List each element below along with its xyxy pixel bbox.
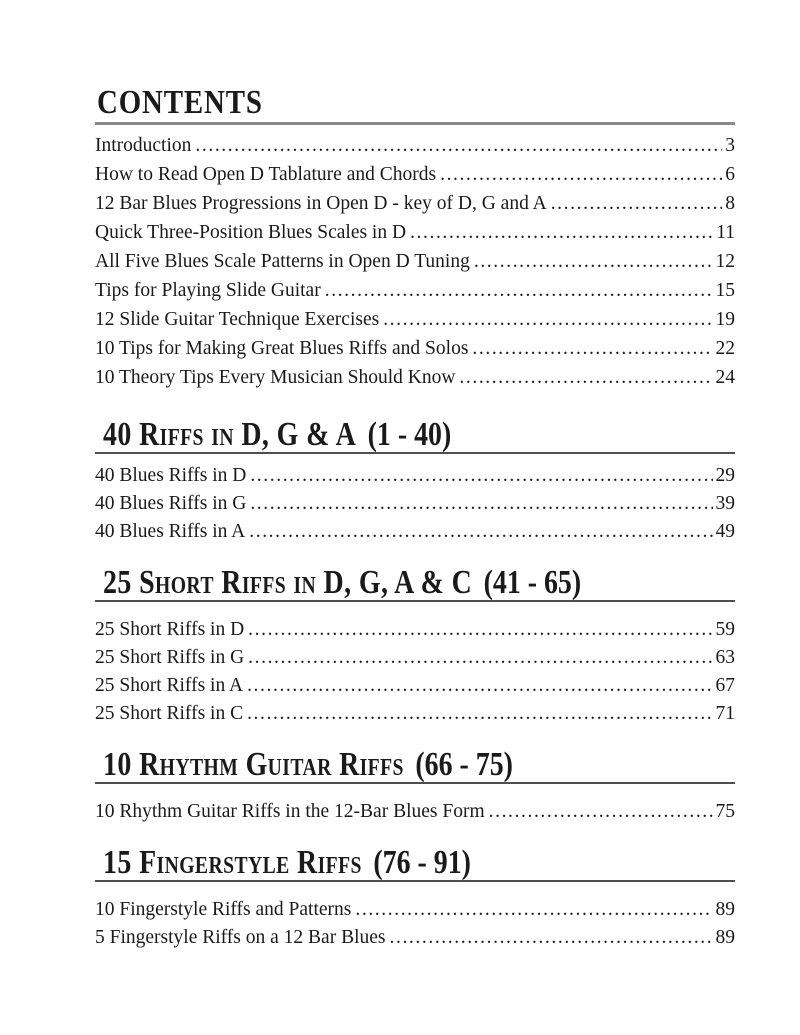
entry-page-number: 3 bbox=[725, 135, 735, 156]
dot-leader bbox=[247, 672, 712, 700]
entry-page-number: 11 bbox=[716, 222, 735, 243]
toc-section bbox=[95, 564, 735, 728]
dot-leader bbox=[472, 334, 712, 363]
entry-label: Introduction bbox=[95, 135, 192, 156]
entry-label: 25 Short Riffs in C bbox=[95, 703, 244, 724]
section-title: 25 Short Riffs in D, G, A & C bbox=[103, 564, 473, 601]
section-heading bbox=[95, 844, 735, 881]
toc-section bbox=[95, 746, 735, 826]
entry-page-number: 12 bbox=[715, 251, 735, 272]
entry-page-number: 15 bbox=[715, 280, 735, 301]
entry-label: 40 Blues Riffs in A bbox=[95, 521, 246, 542]
entry-label: 10 Theory Tips Every Musician Should Know bbox=[95, 367, 456, 388]
entry-page-number: 75 bbox=[715, 801, 735, 822]
entry-page-number: 49 bbox=[715, 521, 735, 542]
entry-page-number: 71 bbox=[715, 703, 735, 724]
dot-leader bbox=[489, 798, 713, 826]
toc-entry[interactable] bbox=[95, 700, 735, 728]
dot-leader bbox=[459, 363, 712, 392]
entry-label: 25 Short Riffs in G bbox=[95, 647, 245, 668]
dot-leader bbox=[551, 189, 723, 218]
sections-container bbox=[95, 416, 735, 952]
entry-label: 40 Blues Riffs in G bbox=[95, 493, 247, 514]
dot-leader bbox=[410, 218, 713, 247]
section-entry-list bbox=[95, 616, 735, 728]
entry-label: 5 Fingerstyle Riffs on a 12 Bar Blues bbox=[95, 927, 386, 948]
entry-label: 10 Tips for Making Great Blues Riffs and Solos bbox=[95, 338, 469, 359]
section-title: 40 Riffs in D, G & A bbox=[103, 416, 357, 453]
entry-label: All Five Blues Scale Patterns in Open D Tuning bbox=[95, 251, 470, 272]
dot-leader bbox=[390, 924, 713, 952]
entry-label: Quick Three-Position Blues Scales in D bbox=[95, 222, 407, 243]
toc-entry[interactable] bbox=[95, 490, 735, 518]
dot-leader bbox=[383, 305, 712, 334]
section-heading-text bbox=[103, 746, 513, 783]
dot-leader bbox=[248, 616, 712, 644]
entry-label: 25 Short Riffs in A bbox=[95, 675, 244, 696]
title-rule bbox=[95, 122, 735, 125]
dot-leader bbox=[325, 276, 713, 305]
toc-entry[interactable] bbox=[95, 798, 735, 826]
section-heading-text bbox=[103, 416, 452, 453]
toc-entry[interactable] bbox=[95, 305, 735, 334]
dot-leader bbox=[250, 462, 712, 490]
entry-page-number: 29 bbox=[715, 465, 735, 486]
entry-page-number: 6 bbox=[725, 164, 735, 185]
toc-entry[interactable] bbox=[95, 189, 735, 218]
toc-entry[interactable] bbox=[95, 616, 735, 644]
toc-entry[interactable] bbox=[95, 276, 735, 305]
entry-page-number: 8 bbox=[725, 193, 735, 214]
section-title: 10 Rhythm Guitar Riffs bbox=[103, 746, 404, 783]
toc-entry[interactable] bbox=[95, 924, 735, 952]
dot-leader bbox=[250, 490, 712, 518]
dot-leader bbox=[195, 131, 722, 160]
toc-entry[interactable] bbox=[95, 462, 735, 490]
entry-page-number: 67 bbox=[715, 675, 735, 696]
entry-label: 12 Slide Guitar Technique Exercises bbox=[95, 309, 380, 330]
section-heading bbox=[95, 416, 735, 453]
dot-leader bbox=[440, 160, 722, 189]
toc-entry[interactable] bbox=[95, 644, 735, 672]
entry-label: 10 Rhythm Guitar Riffs in the 12-Bar Blues Form bbox=[95, 801, 485, 822]
section-heading-text bbox=[103, 844, 471, 881]
entry-label: 40 Blues Riffs in D bbox=[95, 465, 247, 486]
section-entry-list bbox=[95, 798, 735, 826]
dot-leader bbox=[247, 700, 712, 728]
dot-leader bbox=[355, 896, 712, 924]
dot-leader bbox=[248, 644, 712, 672]
page-title-text: CONTENTS bbox=[97, 84, 263, 121]
entry-page-number: 19 bbox=[715, 309, 735, 330]
section-heading-text bbox=[103, 564, 582, 601]
dot-leader bbox=[474, 247, 713, 276]
entry-page-number: 24 bbox=[715, 367, 735, 388]
section-entry-list bbox=[95, 896, 735, 952]
toc-entry[interactable] bbox=[95, 247, 735, 276]
section-entry-list bbox=[95, 462, 735, 546]
toc-entry[interactable] bbox=[95, 896, 735, 924]
entry-label: How to Read Open D Tablature and Chords bbox=[95, 164, 437, 185]
toc-entry[interactable] bbox=[95, 518, 735, 546]
entry-page-number: 39 bbox=[715, 493, 735, 514]
entry-page-number: 59 bbox=[715, 619, 735, 640]
section-range: (66 - 75) bbox=[415, 746, 513, 783]
entry-label: 12 Bar Blues Progressions in Open D - key of D, G and A bbox=[95, 193, 547, 214]
entry-page-number: 22 bbox=[715, 338, 735, 359]
toc-section bbox=[95, 416, 735, 546]
section-heading bbox=[95, 564, 735, 601]
entry-page-number: 89 bbox=[715, 899, 735, 920]
toc-entry[interactable] bbox=[95, 363, 735, 392]
entry-label: 25 Short Riffs in D bbox=[95, 619, 245, 640]
entry-page-number: 89 bbox=[715, 927, 735, 948]
toc-section bbox=[95, 844, 735, 952]
section-title: 15 Fingerstyle Riffs bbox=[103, 844, 362, 881]
toc-entry[interactable] bbox=[95, 218, 735, 247]
toc-header bbox=[95, 84, 735, 125]
entry-label: 10 Fingerstyle Riffs and Patterns bbox=[95, 899, 352, 920]
front-matter-list bbox=[95, 131, 735, 392]
toc-entry[interactable] bbox=[95, 672, 735, 700]
toc-entry[interactable] bbox=[95, 334, 735, 363]
toc-entry[interactable] bbox=[95, 160, 735, 189]
section-range: (1 - 40) bbox=[367, 416, 452, 453]
dot-leader bbox=[249, 518, 712, 546]
section-range: (41 - 65) bbox=[483, 564, 582, 601]
toc-entry[interactable] bbox=[95, 131, 735, 160]
page-title bbox=[95, 84, 735, 121]
entry-page-number: 63 bbox=[715, 647, 735, 668]
section-heading bbox=[95, 746, 735, 783]
section-range: (76 - 91) bbox=[373, 844, 471, 881]
entry-label: Tips for Playing Slide Guitar bbox=[95, 280, 321, 301]
